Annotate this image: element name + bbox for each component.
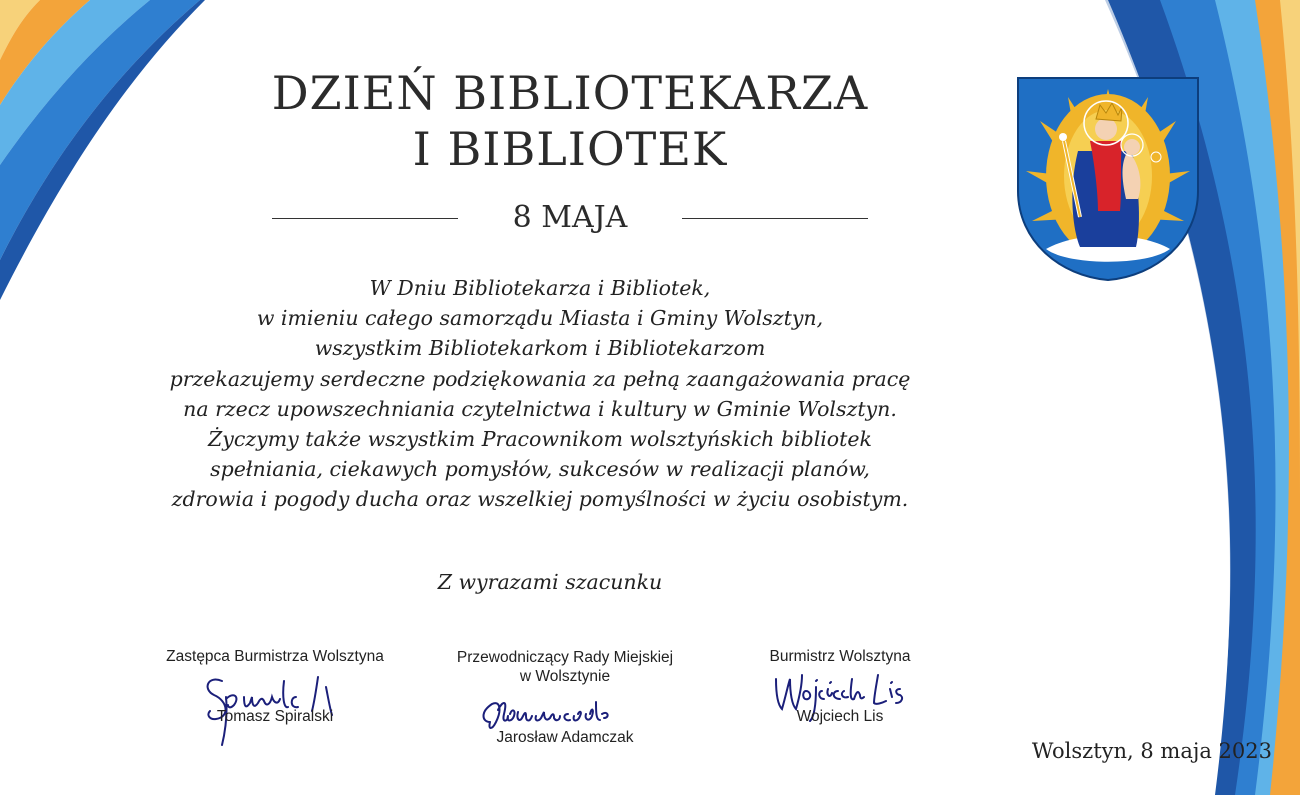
closing-phrase: Z wyrazami szacunku (437, 570, 663, 594)
place-and-date: Wolsztyn, 8 maja 2023 (1031, 739, 1272, 763)
page-title-line-2: I BIBLIOTEK (412, 122, 728, 176)
divider-right (682, 218, 868, 219)
body-line: W Dniu Bibliotekarza i Bibliotek, (369, 276, 711, 300)
body-line: zdrowia i pogody ducha oraz wszelkiej pomyślności w życiu osobistym. (171, 487, 909, 512)
page-title-line-1: DZIEŃ BIBLIOTEKARZA (271, 66, 869, 120)
body-line: Życzymy także wszystkim Pracownikom wolsztyńskich bibliotek (208, 427, 872, 452)
body-line: na rzecz upowszechniania czytelnictwa i kultury w Gminie Wolsztyn. (183, 396, 897, 421)
date-heading-row (272, 196, 868, 240)
signature-name: Wojciech Lis (796, 708, 884, 725)
signature-block-mayor (740, 647, 940, 757)
signature-name: Tomasz Spiralski (216, 708, 334, 725)
signature-name: Jarosław Adamczak (496, 729, 634, 746)
date-heading: 8 MAJA (512, 200, 628, 235)
body-line: wszystkim Bibliotekarkom i Bibliotekarzom (314, 336, 766, 361)
signature-block-council-chairman (420, 648, 710, 758)
signature-role: Burmistrz Wolsztyna (769, 648, 911, 665)
signature-block-deputy-mayor (130, 647, 420, 757)
body-line: spełniania, ciekawych pomysłów, sukcesów w realizacji planów, (210, 457, 870, 482)
signature-role: Zastępca Burmistrza Wolsztyna (166, 648, 384, 665)
signature-role: w Wolsztynie (519, 668, 611, 685)
body-line: w imieniu całego samorządu Miasta i Gminy Wolsztyn, (256, 306, 824, 331)
signature-role: Przewodniczący Rady Miejskiej (456, 649, 674, 666)
body-line: przekazujemy serdeczne podziękowania za pełną zaangażowania pracę (169, 366, 911, 391)
greeting-body (110, 273, 970, 515)
wolsztyn-coat-of-arms-icon (1016, 76, 1200, 282)
